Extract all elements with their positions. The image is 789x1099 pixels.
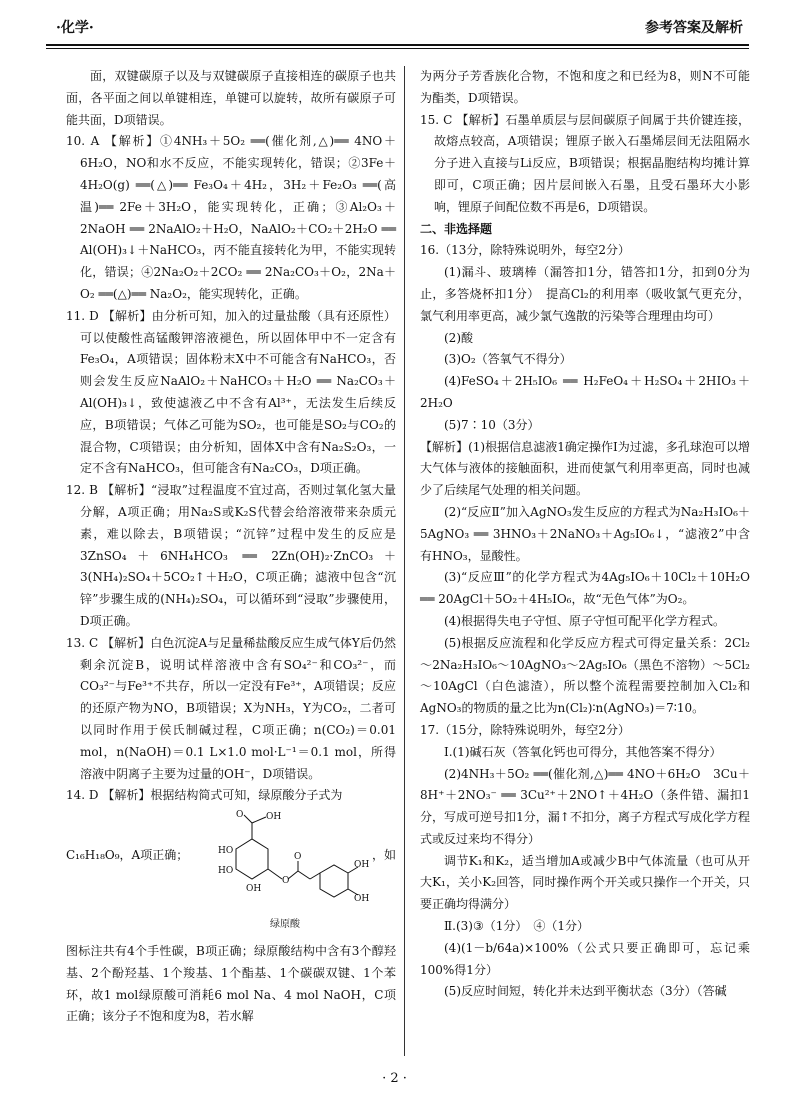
- answer-17-5: (4)(1－b/64a)×100%（公式只要正确即可，忘记乘100%得1分）: [420, 940, 750, 977]
- svg-text:HO: HO: [218, 866, 234, 877]
- answer-14-intro: 14. D 【解析】根据结构简式可知，绿原酸分子式为: [66, 788, 343, 803]
- formula-tail: ，如: [371, 848, 396, 863]
- answer-17-heading: 17.（15分，除特殊说明外，每空2分）: [420, 722, 630, 737]
- explanation-16-5: (5)根据反应流程和化学反应方程式可得定量关系：2Cl₂～2Na₂H₃IO₆～10AgNO₃～2Ag₅IO₆（黑色不溶物）～5Cl₂～10AgCl（白色滤渣），所以整个流程需要控制加入Cl₂和AgNO₃的物质的量之比为n(Cl₂)∶n(AgNO₃)＝7∶10。: [420, 635, 750, 716]
- svg-text:O: O: [282, 876, 290, 887]
- svg-text:OH: OH: [354, 894, 370, 905]
- paragraph-continued-right: 为两分子芳香族化合物，不饱和度之和已经为8，则N不可能为酯类，D项错误。: [420, 69, 750, 105]
- right-column: [420, 66, 750, 1003]
- explanation-16-3: (3)“反应Ⅲ”的化学方程式为4Ag₅IO₆＋10Cl₂＋10H₂O ══ 20AgCl＋5O₂＋4H₅IO₆，故“无色气体”为O₂。: [420, 570, 750, 607]
- answer-14-body: 图标注共有4个手性碳，B项正确；绿原酸结构中含有3个醇羟基、2个酚羟基、1个羧基、1个酯基、1个碳碳双键、1个苯环，故1 mol绿原酸可消耗6 mol Na、4 mol NaOH，C项正确；该分子不饱和度为8，若水解: [66, 944, 396, 1024]
- explanation-16-4: (4)根据得失电子守恒、原子守恒可配平化学方程式。: [444, 613, 726, 628]
- header-title: 参考答案及解析: [645, 20, 743, 36]
- answer-17-3: 调节K₁和K₂，适当增加A或减少B中气体流量（也可从开大K₁，关小K₂回答，同时操作两个开关或只操作一个开关，只要正确均得满分）: [420, 853, 750, 912]
- svg-text:OH: OH: [266, 812, 282, 823]
- answer-13: 13. C 【解析】白色沉淀A与足量稀盐酸反应生成气体Y后仍然剩余沉淀B，说明试样溶液中含有SO₄²⁻和CO₃²⁻，而CO₃²⁻与Fe³⁺不共存，所以一定没有Fe³⁺，A项错误；反应的还原产物为NO，B项错误；X为NH₃，Y为CO₂，二者可以同时作用于侯氏制碱过程，C项正确；n(CO₂)＝0.01 mol，n(NaOH)＝0.1 L×1.0 mol·L⁻¹＝0.1 mol，所得溶液中阴离子主要为过量的OH⁻，D项错误。: [66, 635, 396, 781]
- answer-11: 11. D 【解析】由分析可知，加入的过量盐酸（具有还原性）可以使酸性高锰酸钾溶液褪色，所以固体甲中不一定含有Fe₃O₄，A项错误；固体粉末X中不可能含有NaHCO₃，否则会发生反应NaAlO₂＋NaHCO₃＋H₂O ══ Na₂CO₃＋Al(OH)₃↓，致使滤液乙中不含有Al³⁺，无法发生后续反应，B项错误；气体乙可能为SO₂，也可能是SO₂与CO₂的混合物，C项错误；由分析知，固体X中含有Na₂S₂O₃，一定不含有NaHCO₃，但可能含有Na₂CO₃，D项正确。: [66, 308, 396, 476]
- subject-label: ·化学·: [56, 20, 94, 36]
- answer-16-2: (2)酸: [444, 330, 473, 345]
- answer-16-1: (1)漏斗、玻璃棒（漏答扣1分，错答扣1分，扣到0分为止，多答烧杯扣1分） 提高Cl₂的利用率（吸收氯气更充分，氯气利用率更高，减少氯气逸散的污染等合理理由均可）: [420, 265, 750, 323]
- svg-text:O: O: [236, 810, 244, 821]
- section-heading: 二、非选择题: [420, 221, 493, 236]
- svg-text:OH: OH: [354, 860, 370, 871]
- answer-16-4: (4)FeSO₄＋2H₅IO₆ ══ H₂FeO₄＋H₂SO₄＋2HIO₃＋2H₂O: [420, 374, 750, 410]
- answer-16-heading: 16.（13分，除特殊说明外，每空2分）: [420, 243, 630, 258]
- paragraph-continued: 面，双键碳原子以及与双键碳原子直接相连的碳原子也共面，各平面之间以单键相连，单键可以旋转，故所有碳原子可能共面，D项错误。: [66, 69, 396, 127]
- answer-16-3: (3)O₂（答氧气不得分）: [444, 352, 572, 367]
- answer-17-2: (2)4NH₃＋5O₂ ══(催化剂,△)══ 4NO＋6H₂O 3Cu＋8H⁺＋2NO₃⁻ ══ 3Cu²⁺＋2NO↑＋4H₂O（条件错、漏扣1分，写成可逆号扣1分，漏↑不扣分，离子方程式写成化学方程式或反过来均不得分）: [420, 766, 750, 846]
- svg-text:OH: OH: [246, 884, 262, 895]
- explanation-16-2: (2)“反应Ⅱ”加入AgNO₃发生反应的方程式为Na₂H₃IO₆＋5AgNO₃ ══ 3HNO₃＋2NaNO₃＋Ag₅IO₆↓，“滤液2”中含有HNO₃，显酸性。: [420, 504, 750, 563]
- header-rule: [46, 44, 749, 46]
- explanation-16-1: 【解析】(1)根据信息滤液1确定操作Ⅰ为过滤，多孔球泡可以增大气体与液体的接触面积，进而使氯气利用率更高，同时也减少了后续尾气处理的相关问题。: [420, 439, 750, 498]
- molecule-label: 绿原酸: [270, 919, 300, 931]
- column-divider: [404, 66, 405, 1056]
- answer-17-4: Ⅱ.(3)③（1分） ④（1分）: [444, 919, 589, 934]
- answer-15: 15. C 【解析】石墨单质层与层间碳原子间属于共价键连接，故熔点较高，A项错误；锂原子嵌入石墨烯层间无法阻隔水分子进入直接与Li反应，B项错误；根据晶胞结构均摊计算即可，C项正确；因片层间嵌入石墨，且受石墨环大小影响，锂原子间配位数不再是6，D项错误。: [420, 112, 750, 214]
- answer-10: 10. A 【解析】①4NH₃＋5O₂ ══(催化剂,△)══ 4NO＋6H₂O，NO和水不反应，不能实现转化，错误；②3Fe＋4H₂O(g) ══(△)══ Fe₃O₄＋4H₂，3H₂＋Fe₂O₃ ══(高温)══ 2Fe＋3H₂O，能实现转化，正确；③Al₂O₃＋2NaOH ══ 2NaAlO₂＋H₂O，NaAlO₂＋CO₂＋2H₂O ══ Al(OH)₃↓＋NaHCO₃，丙不能直接转化为甲，不能实现转化，错误；④2Na₂O₂＋2CO₂ ══ 2Na₂CO₃＋O₂，2Na＋O₂ ══(△)══ Na₂O₂，能实现转化，正确。: [66, 134, 396, 301]
- chlorogenic-acid-structure: [66, 809, 396, 939]
- molecule-diagram-icon: [206, 809, 370, 937]
- formula-text: C₁₆H₁₈O₉，A项正确；: [66, 848, 189, 863]
- answer-12: 12. B 【解析】“浸取”过程温度不宜过高，否则过氧化氢大量分解，A项正确；用Na₂S或K₂S代替会给溶液带来杂质元素，难以除去，B项错误；“沉锌”过程中发生的反应是3ZnSO₄＋6NH₄HCO₃ ══ 2Zn(OH)₂·ZnCO₃＋3(NH₄)₂SO₄＋5CO₂↑＋H₂O，C项正确；滤液中包含“沉锌”步骤生成的(NH₄)₂SO₄，可以循环到“浸取”步骤使用，D项正确。: [66, 483, 396, 628]
- page-number: · 2 ·: [382, 1071, 407, 1086]
- answer-17-1: Ⅰ.(1)碱石灰（答氧化钙也可得分，其他答案不得分）: [444, 744, 722, 759]
- svg-text:O: O: [294, 852, 302, 863]
- answer-16-5: (5)7∶10（3分）: [444, 417, 540, 432]
- svg-text:HO: HO: [218, 846, 234, 857]
- page-header: [0, 14, 789, 44]
- left-column: [66, 66, 396, 1028]
- header-rule-thin: [46, 48, 749, 49]
- answer-17-6: (5)反应时间短，转化并未达到平衡状态（3分）（答碱: [444, 984, 727, 999]
